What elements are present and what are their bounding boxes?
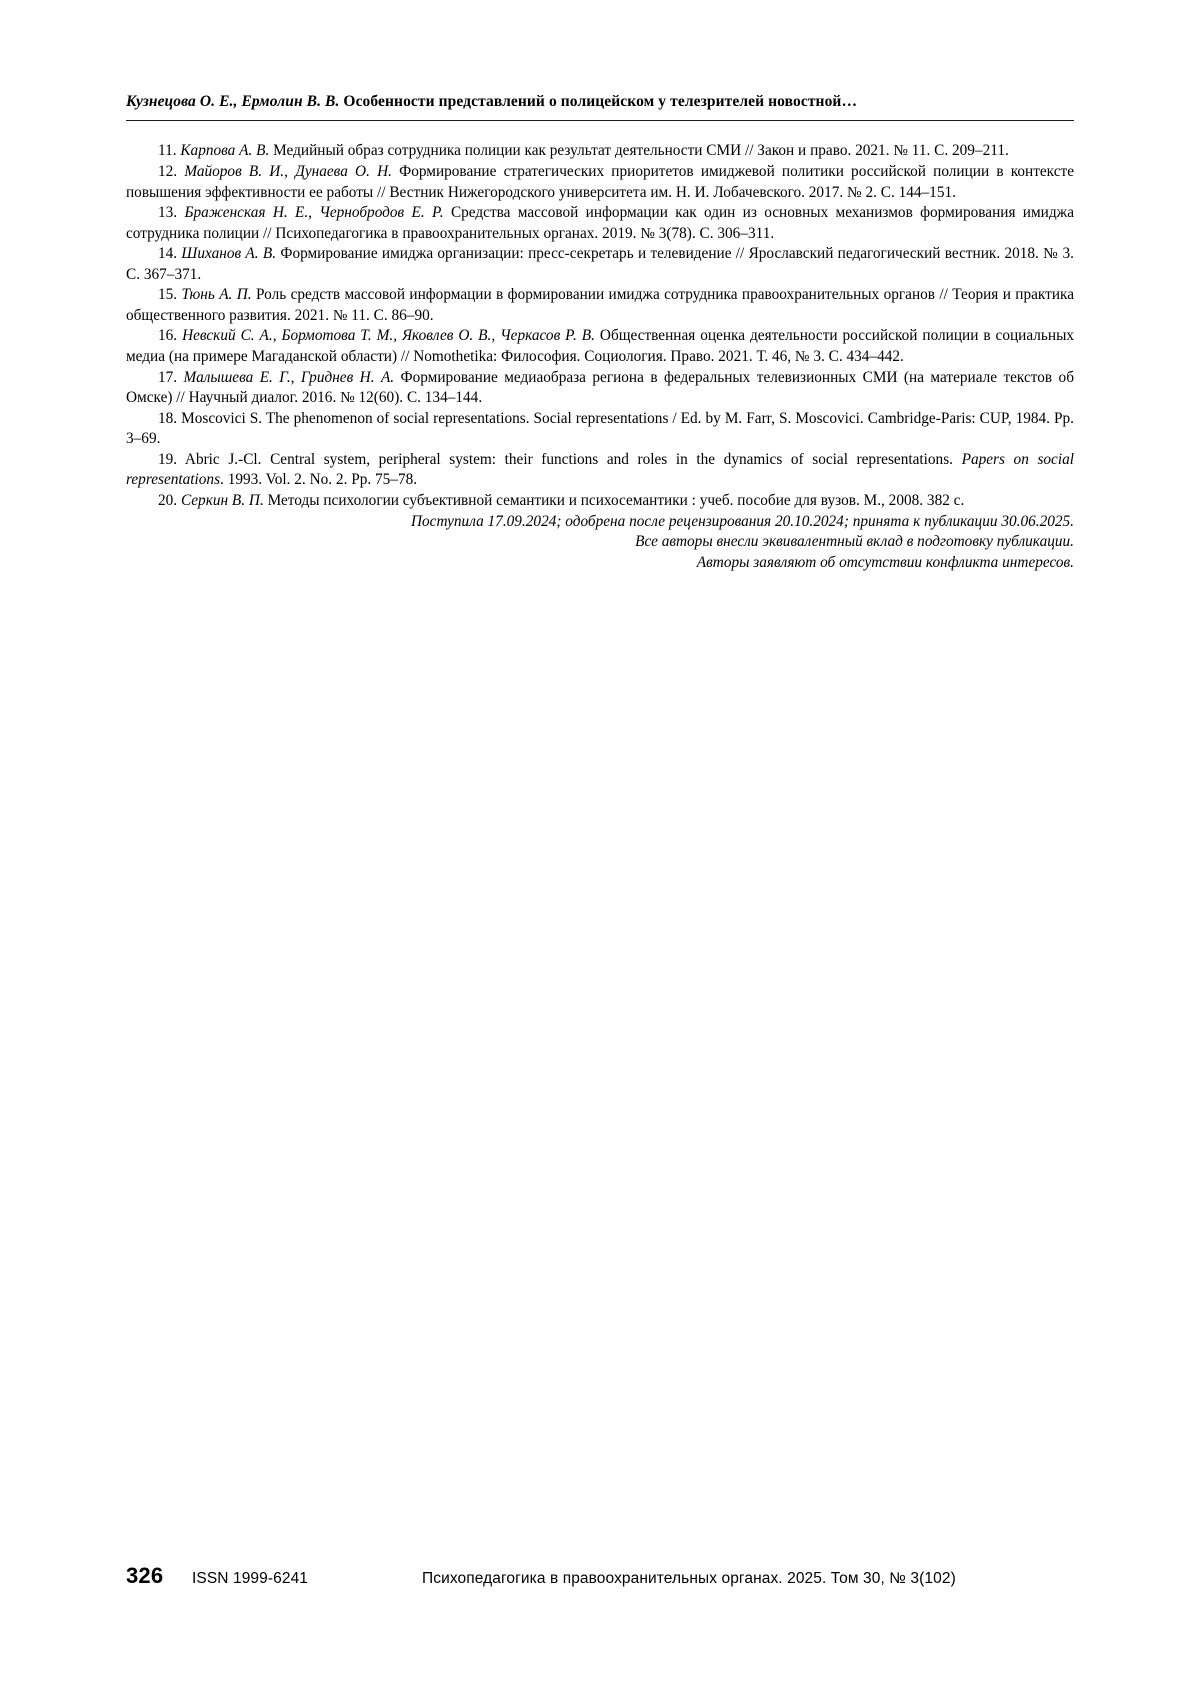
ref-number: 17. <box>158 368 178 386</box>
ref-authors: Браженская Н. Е., Чернобродов Е. Р. <box>184 204 444 222</box>
ref-text-after: . 1993. Vol. 2. No. 2. Pp. 75–78. <box>220 471 418 489</box>
list-item <box>126 141 1074 162</box>
ref-number: 13. <box>158 204 178 222</box>
page-number: 326 <box>126 1563 164 1588</box>
ref-italic-title: Papers on social representations <box>126 450 1074 489</box>
ref-number: 18. <box>158 409 178 427</box>
ref-number: 15. <box>158 286 178 304</box>
ref-text: Формирование имиджа организации: пресс-секретарь и телевидение // Ярославский педагогический вестник. 2018. № 3. С. 367–371. <box>126 245 1074 283</box>
references-list <box>126 141 1074 511</box>
ref-authors: Шиханов А. В. <box>181 245 277 263</box>
list-item <box>126 491 1074 512</box>
list-item <box>126 368 1074 409</box>
ref-text: Общественная оценка деятельности российской полиции в социальных медиа (на примере Магаданской области) // Nomothetika: Философия. Социология. Право. 2021. Т. 46, № 3. С. 434–442. <box>126 327 1075 365</box>
ref-number: 20. <box>158 491 178 509</box>
list-item <box>126 450 1074 491</box>
list-item <box>126 244 1074 285</box>
article-closing-notes <box>126 512 1074 574</box>
list-item <box>126 326 1074 367</box>
ref-text: Формирование стратегических приоритетов имиджевой политики российской полиции в контексте повышения эффективности ее работы // Вестник Нижегородского университета им. Н. И. Лобачевского. 2017. № 2. С. 144–151. <box>126 162 1074 201</box>
ref-number: 19. <box>158 450 178 468</box>
submission-dates: Поступила 17.09.2024; одобрена после рецензирования 20.10.2024; принята к публикации 30.06.2025. <box>410 512 1074 530</box>
ref-number: 14. <box>158 245 178 263</box>
list-item <box>126 285 1074 326</box>
running-head-title: Особенности представлений о полицейском у телезрителей новостной… <box>339 93 858 110</box>
ref-authors: Майоров В. И., Дунаева О. Н. <box>184 162 392 180</box>
page-footer <box>126 1563 1074 1589</box>
header-rule <box>126 120 1074 121</box>
ref-text: Медийный образ сотрудника полиции как результат деятельности СМИ // Закон и право. 2021. № 11. С. 209–211. <box>269 142 1009 160</box>
ref-text: Методы психологии субъективной семантики и психосемантики : учеб. пособие для вузов. М., 2008. 382 с. <box>263 491 965 509</box>
list-item <box>126 203 1074 244</box>
ref-authors: Карпова А. В. <box>180 142 270 160</box>
ref-number: 16. <box>158 327 178 345</box>
issn: ISSN 1999-6241 <box>192 1570 309 1587</box>
running-head <box>126 92 1074 120</box>
ref-text: Роль средств массовой информации в формировании имиджа сотрудника правоохранительных органов // Теория и практика общественного развития. 2021. № 11. С. 86–90. <box>126 286 1075 324</box>
ref-text: Abric J.-Cl. Central system, peripheral system: their functions and roles in the dynamics of social representations. <box>177 450 962 468</box>
list-item <box>126 409 1074 450</box>
ref-authors: Малышева Е. Г., Гриднев Н. А. <box>183 368 395 386</box>
journal-citation: Психопедагогика в правоохранительных органах. 2025. Том 30, № 3(102) <box>422 1570 956 1587</box>
ref-number: 11. <box>158 142 177 160</box>
page-content <box>126 92 1074 573</box>
conflict-of-interest: Авторы заявляют об отсутствии конфликта интересов. <box>696 553 1074 571</box>
ref-authors: Серкин В. П. <box>180 491 264 509</box>
ref-number: 12. <box>158 162 178 180</box>
ref-authors: Невский С. А., Бормотова Т. М., Яковлев О. В., Черкасов Р. В. <box>182 327 595 345</box>
list-item <box>126 162 1074 203</box>
ref-text: Moscovici S. The phenomenon of social representations. Social representations / Ed. by M. Farr, S. Moscovici. Cambridge-Paris: CUP, 1984. Pp. 3–69. <box>126 409 1074 448</box>
ref-text: Средства массовой информации как один из основных механизмов формирования имиджа сотрудника полиции // Психопедагогика в правоохранительных органах. 2019. № 3(78). С. 306–311. <box>126 204 1074 242</box>
ref-text: Формирование медиаобраза региона в федеральных телевизионных СМИ (на материале текстов об Омске) // Научный диалог. 2016. № 12(60). С. 134–144. <box>126 368 1074 407</box>
author-contribution: Все авторы внесли эквивалентный вклад в подготовку публикации. <box>635 533 1074 551</box>
running-head-authors: Кузнецова О. Е., Ермолин В. В. <box>126 93 340 110</box>
ref-authors: Тюнь А. П. <box>181 286 252 304</box>
